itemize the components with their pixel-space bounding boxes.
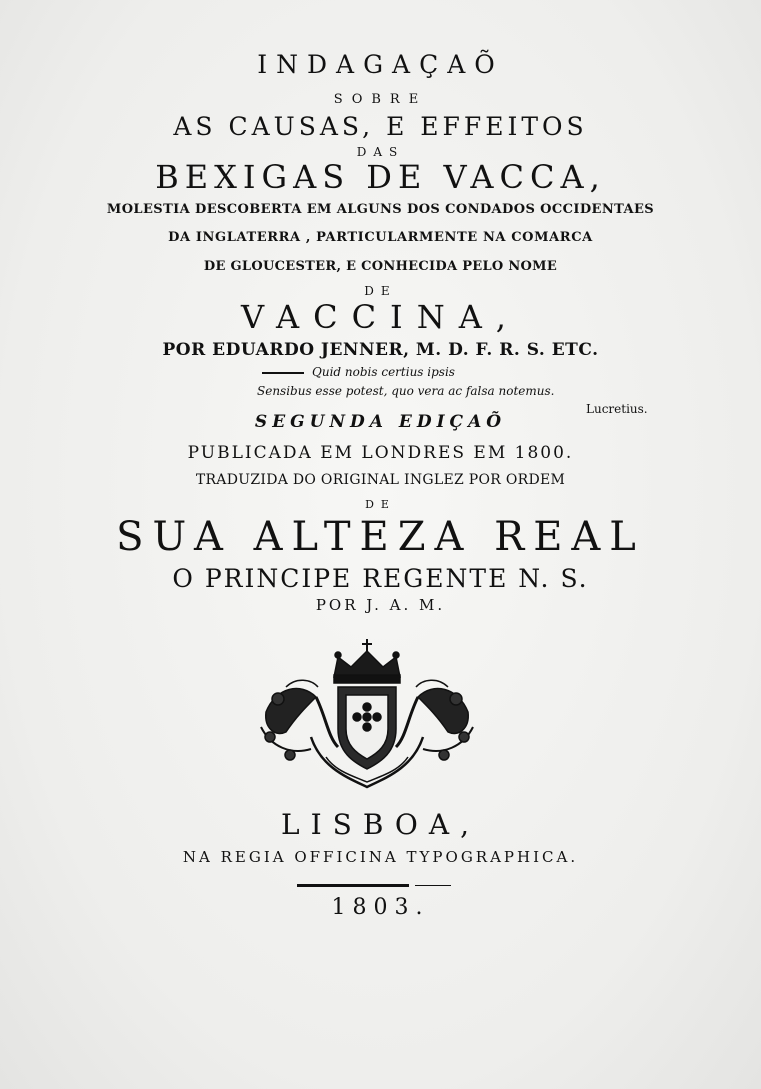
imprint-city: LISBOA, — [280, 808, 480, 841]
edition-line-2: PUBLICADA EM LONDRES EM 1800. — [187, 443, 574, 463]
imprint-year: 1803. — [331, 895, 430, 920]
title-line-4: DAS — [356, 145, 405, 159]
dedication-line-1: SUA ALTEZA REAL — [116, 514, 645, 560]
imprint-rule-thick — [297, 884, 409, 887]
title-line-3: AS CAUSAS, E EFFEITOS — [173, 112, 588, 141]
description-line-5: VACCINA, — [241, 298, 520, 336]
edition-line-4: DE — [365, 498, 396, 511]
title-line-2: SOBRE — [333, 92, 428, 107]
edition-line-1: SEGUNDA EDIÇAÕ — [254, 412, 507, 432]
description-line-4: DE — [364, 284, 397, 298]
epigraph-line-1-text: Quid nobis certius ipsis — [312, 365, 455, 379]
epigraph-dash — [262, 372, 304, 374]
description-line-1: MOLESTIA DESCOBERTA EM ALGUNS DOS CONDADOS OCCIDENTAES — [106, 202, 655, 217]
imprint-press: NA REGIA OFFICINA TYPOGRAPHICA. — [182, 848, 579, 866]
description-line-3: DE GLOUCESTER, E CONHECIDA PELO NOME — [203, 259, 558, 274]
title-line-5: BEXIGAS DE VACCA, — [155, 158, 606, 196]
epigraph-line-2: Sensibus esse potest, quo vera ac falsa notemus. — [257, 384, 555, 398]
royal-coat-of-arms-icon — [256, 637, 478, 797]
dedication-line-2: O PRINCIPE REGENTE N. S. — [172, 564, 589, 593]
translator-line: POR J. A. M. — [315, 596, 446, 614]
title-line-1: INDAGAÇAÕ — [257, 50, 504, 79]
epigraph-line-1 — [262, 365, 455, 379]
description-line-2: DA INGLATERRA , PARTICULARMENTE NA COMARCA — [168, 230, 593, 245]
epigraph-attribution: Lucretius. — [586, 402, 648, 416]
edition-line-3: TRADUZIDA DO ORIGINAL INGLEZ POR ORDEM — [195, 472, 566, 488]
imprint-rule-thin — [415, 885, 451, 886]
author-line: POR EDUARDO JENNER, M. D. F. R. S. ETC. — [162, 340, 599, 360]
